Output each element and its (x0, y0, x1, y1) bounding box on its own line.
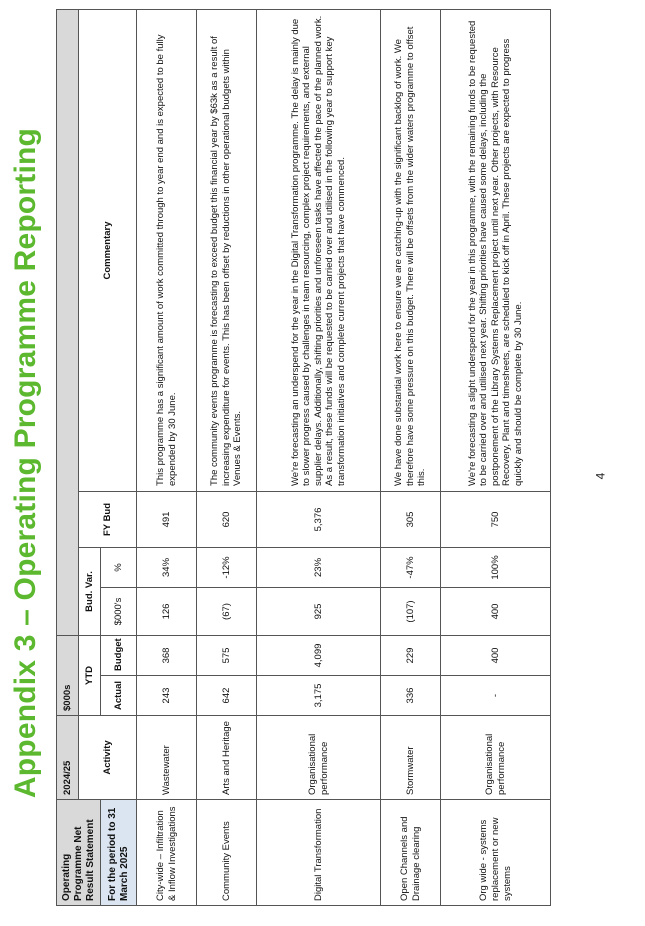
var-pct-value: 23% (257, 547, 381, 587)
activity-header: Activity (79, 716, 137, 800)
activity-name: Organisational performance (257, 716, 381, 800)
year-label: 2024/25 (57, 716, 79, 800)
var-pct-header: % (101, 547, 137, 587)
activity-name: Arts and Heritage (197, 716, 257, 800)
report-table-container (56, 10, 524, 906)
commentary-text: This programme has a significant amount of work committed through to year end and is expected to be fully expended by 30 June. (137, 9, 197, 491)
activity-name: Wastewater (137, 716, 197, 800)
activity-name: Stormwater (381, 716, 441, 800)
var-pct-value: -12% (197, 547, 257, 587)
actual-value: 642 (197, 676, 257, 716)
fy-bud-value: 750 (441, 491, 551, 547)
var-amount-value: (107) (381, 587, 441, 635)
units-label: $000s (57, 635, 79, 715)
var-pct-value: 100% (441, 547, 551, 587)
var-amount-value: (67) (197, 587, 257, 635)
commentary-header: Commentary (79, 9, 137, 491)
table-row (381, 9, 441, 905)
table-row (441, 9, 551, 905)
fy-bud-value: 491 (137, 491, 197, 547)
actual-value: 243 (137, 676, 197, 716)
programme-name: Digital Transformation (257, 800, 381, 906)
page-heading (4, 0, 48, 926)
var-amount-header: $000's (101, 587, 137, 635)
var-amount-value: 400 (441, 587, 551, 635)
commentary-text: We have done substantial work here to ensure we are catching-up with the significant backlog of work. We therefore have some pressure on this budget. There will be offsets from the wider waters programme to offset this. (381, 9, 441, 491)
table-row (197, 9, 257, 905)
budget-value: 4,099 (257, 635, 381, 675)
page-number (590, 466, 610, 486)
fy-bud-value: 5,376 (257, 491, 381, 547)
table-row (137, 9, 197, 905)
var-amount-value: 925 (257, 587, 381, 635)
budget-value: 400 (441, 635, 551, 675)
programme-name: City-wide – Infiltration & Inflow Investigations (137, 800, 197, 906)
var-pct-value: -47% (381, 547, 441, 587)
budget-value: 229 (381, 635, 441, 675)
bud-var-header: Bud. Var. (79, 547, 101, 635)
header-blank (57, 9, 79, 635)
fy-bud-header: FY Bud (79, 491, 137, 547)
page-number-text: 4 (593, 472, 607, 480)
var-amount-value: 126 (137, 587, 197, 635)
commentary-text: We're forecasting an underspend for the year in the Digital Transformation programme. The delay is mainly due to slower progress caused by challenges in team resourcing, complex project requirements, and external supplier delays. Additionally, shifting priorities and unforeseen tasks have affected the pace of the planned work. As a result, these funds will be requested to be carried over and utilised in the following year to support key transformation initiatives and complete current projects that have commenced. (257, 9, 381, 491)
commentary-text: The community events programme is forecasting to exceed budget this financial year by $63k as a result of increasing expenditure for events. This has been offset by reductions in other operational budgets within Venues & Events. (197, 9, 257, 491)
budget-value: 368 (137, 635, 197, 675)
actual-value: - (441, 676, 551, 716)
ytd-header: YTD (79, 635, 101, 715)
budget-header: Budget (101, 635, 137, 675)
programme-name: Community Events (197, 800, 257, 906)
fy-bud-value: 305 (381, 491, 441, 547)
table-row (257, 9, 381, 905)
actual-value: 336 (381, 676, 441, 716)
programme-name: Open Channels and Drainage clearing (381, 800, 441, 906)
operating-programme-table (56, 9, 551, 906)
report-table-rotated (56, 10, 524, 906)
activity-name: Organisational performance (441, 716, 551, 800)
commentary-text: We're forecasting a slight underspend for the year in this programme, with the remaining funds to be requested to be carried over and utilised next year. Shifting priorities have caused some delays, including the postponement of the Library Systems Replacement project until next year. Other projects, with Resource Recovery, Plant and timesheets, are scheduled to kick off in April. These projects are expected to progress quickly and should be complete by 30 June. (441, 9, 551, 491)
period-label: For the period to 31 March 2025 (101, 800, 137, 906)
budget-value: 575 (197, 635, 257, 675)
var-pct-value: 34% (137, 547, 197, 587)
actual-value: 3,175 (257, 676, 381, 716)
fy-bud-value: 620 (197, 491, 257, 547)
programme-name: Org wide - systems replacement or new systems (441, 800, 551, 906)
table-title: Operating Programme Net Result Statement (57, 800, 101, 906)
actual-header: Actual (101, 676, 137, 716)
page-title: Appendix 3 – Operating Programme Reporting (9, 127, 42, 799)
